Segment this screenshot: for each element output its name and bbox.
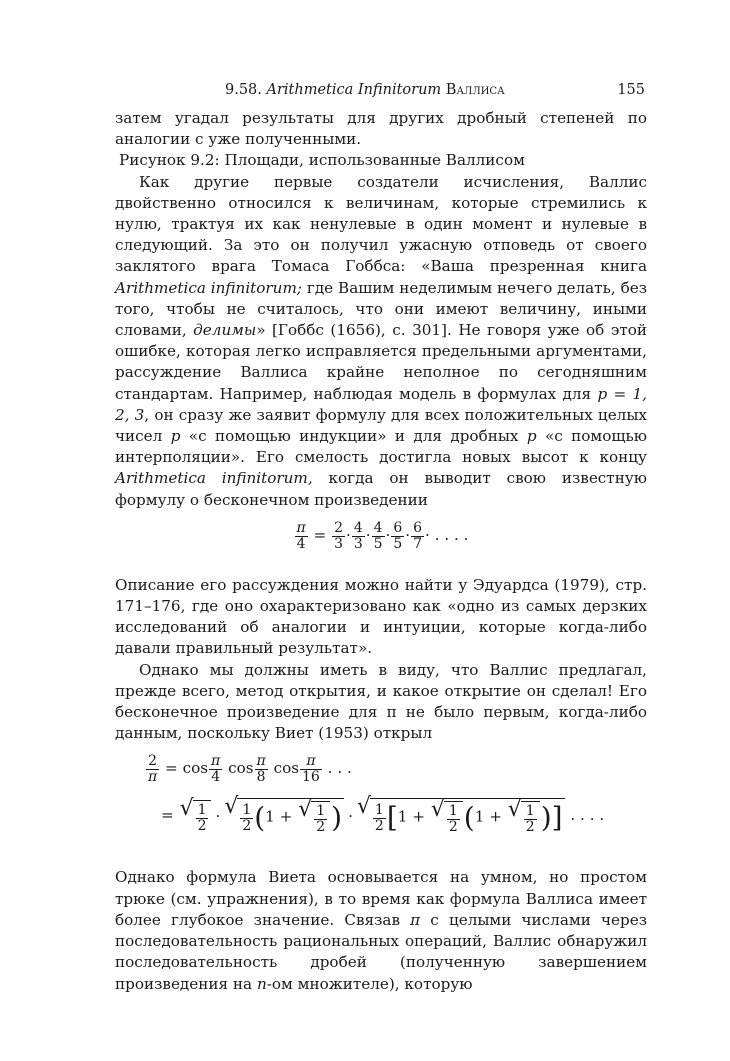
radical [179,795,212,834]
numerator: 6 [413,519,423,536]
numerator: 1 [374,801,384,818]
radicand [444,801,463,834]
denominator: 4 [296,535,306,552]
text: Как другие первые создатели исчисления, Валлис двойственно относился к величинам, которые стремились к нулю, трактуя их как ненулевые в один момент и нулевые в следующий. За это он получил ужасную отповедь от своего заклятого врага Томаса Гоббса: «Ваша презренная книга [115,172,647,276]
fraction [411,521,424,551]
text: , он сразу же заявит формулу для всех положительных целых чисел [115,405,647,446]
text: где Вашим неделимым нечего делать, без того, чтобы не считалось, что они имеют величину, иными словами, [115,278,647,340]
wallis-product-equation: $\frac{\pi}{4}$ = $\frac{2}{3}$ · $\frac{4}{3}$ · $\frac{4}{5}$ · $\frac{6}{5}$ · $\frac{6}{7}$ · . . . . [296,519,469,552]
denominator: 3 [334,535,344,552]
paragraph-3: Описание его рассуждения можно найти у Эдуардса (1979), стр. 171–176, где оно охарактеризовано как «одно из самых дерзких исследований об аналогии и интуиции, которые когда-либо давали правильный результат». [115,575,647,658]
radicand [521,801,540,834]
text: » [Гоббс (1656), с. 301]. Не говоря уже об этой ошибке, которая легко исправляется предельными аргументами, рассуждение Валлиса крайне неполное по сегодняшним стандартам. Например, наблюдая модель в формулах для [115,321,647,403]
denominator: 16 [302,769,320,786]
denominator: 2 [525,819,535,836]
text: с целыми числами через последовательность рациональных операций, Валлис обнаружил последовательность дробей (полученную завершением произведения на [115,910,647,993]
radicand [193,800,212,833]
denominator: 5 [373,535,383,552]
denominator: 7 [413,535,423,552]
text: «с помощью интерполяции». Его смелость достигла новых высот к концу [115,427,647,467]
fraction [524,804,537,834]
paragraph-5 [115,867,647,994]
radical [298,797,330,836]
radical-sign: √ [179,795,194,821]
numerator: π [296,519,306,536]
denominator: 2 [374,817,384,834]
radicand [370,798,565,834]
plus: + [279,808,293,827]
one: 1 [474,808,485,827]
numerator: 4 [373,519,383,536]
radicand [237,798,344,834]
cos: cos [228,759,254,778]
radical-sign: √ [224,794,239,820]
numerator: π [256,753,266,770]
numerator: 1 [525,803,535,820]
paren: ) [331,801,343,835]
italic-text: делимы [193,321,257,340]
fraction [314,804,327,834]
fraction [240,803,253,833]
dot: · [215,806,221,825]
denominator: 5 [393,535,403,552]
numerator: 1 [242,801,252,818]
text: -ом множителе), которую [266,974,473,993]
paren: ) [540,801,552,835]
dot: · [348,806,353,825]
bracket: ] [551,801,563,835]
fraction [295,521,308,551]
radical [224,794,344,836]
numerator: 6 [393,519,403,536]
text: Однако формула Виета основывается на умном, но простом трюке (см. упражнения), в то время как формула Валлиса имеет более глубокое значение. Связав [115,868,647,929]
plus: + [489,808,502,827]
fraction [332,521,345,551]
equals: = [165,759,178,778]
italic-text: Arithmetica infinitorum, [115,469,313,488]
paren: ( [254,801,266,835]
numerator: 1 [448,803,458,820]
denominator: 2 [242,817,252,834]
denominator: 8 [256,769,266,786]
cos: cos [182,759,209,778]
ellipsis: . . . [327,759,352,778]
ellipsis: . . . . [570,806,605,825]
denominator: 3 [353,535,363,552]
radical-sign: √ [356,794,371,820]
text: «с помощью индукции» и для дробных [180,427,527,446]
radical [430,797,463,836]
fraction [209,754,222,784]
fraction [146,754,159,784]
cos: cos [273,759,300,778]
math-inline: n [256,974,267,993]
denominator: 2 [316,819,326,836]
math-inline: p = 1, 2, 3 [115,384,648,424]
plus: + [412,808,426,827]
bracket: [ [386,801,398,835]
header-title-smallcaps: Валлиса [445,82,505,98]
fraction [391,521,404,551]
numerator: π [300,754,322,770]
numerator: 1 [197,801,207,818]
fraction [300,754,322,784]
radical-sign: √ [430,797,445,823]
numerator: 2 [334,519,344,536]
numerator: 2 [146,754,159,770]
fraction [447,804,460,834]
math-inline: p [526,427,537,446]
text: когда он выводит свою известную формулу о бесконечном произведении [115,469,647,509]
fraction [352,521,365,551]
numerator: π [211,753,221,770]
denominator: 4 [211,769,221,786]
numerator: 1 [316,803,326,820]
paragraph-1: затем угадал результаты для других дробный степеней по аналогии с уже полученными. [115,109,647,149]
radical [507,797,540,836]
radical [356,794,565,836]
fraction [373,803,386,833]
equals: = [161,806,174,825]
radical-sign: √ [298,797,313,823]
viete-line-2 [161,794,605,836]
viete-line-1 [145,754,352,784]
fraction [372,521,385,551]
fraction [255,754,268,784]
ellipsis: · . . . . [425,526,469,545]
paren: ( [463,801,475,835]
denominator: 2 [197,817,207,834]
viete-formula [115,744,647,867]
one: 1 [397,808,408,827]
radicand [311,801,330,834]
italic-text: Arithmetica infinitorum; [115,278,302,297]
fraction [196,803,209,833]
denominator: π [148,769,158,786]
radical-sign: √ [507,797,522,823]
section-number: 9.58. [225,82,262,98]
page [115,80,647,995]
page-number: 155 [617,82,645,98]
paragraph-4: Однако мы должны иметь в виду, что Валлис предлагал, прежде всего, метод открытия, и какое открытие он сделал! Его бесконечное произведение для π не было первым, когда-либо данным, поскольку Виет (1953) открыл [115,660,647,743]
numerator: 4 [353,519,363,536]
header-title-italic: Arithmetica Infinitorum [266,82,442,98]
header-title [225,82,505,98]
math-inline: π [410,910,421,929]
math-inline: p [170,427,181,446]
paragraph-2 [115,172,647,511]
denominator: 2 [448,819,458,836]
figure-caption: Рисунок 9.2: Площади, использованные Валлисом [119,151,525,170]
one: 1 [265,808,275,827]
running-header [115,80,647,108]
